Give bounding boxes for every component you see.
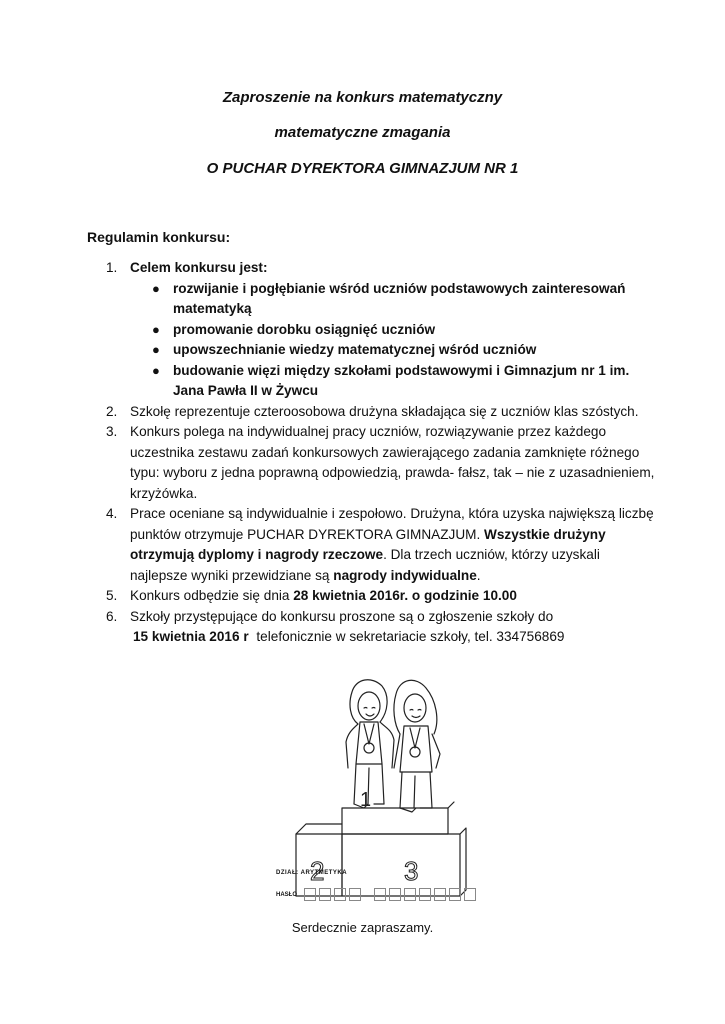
rules-heading: Regulamin konkursu: (87, 229, 231, 245)
item-number: 5. (106, 588, 118, 603)
password-box (434, 888, 446, 901)
list-item (0, 586, 725, 607)
password-box (319, 888, 331, 901)
list-item (0, 258, 725, 279)
password-box (334, 888, 346, 901)
item-text: Konkurs odbędzie się dnia (130, 588, 290, 603)
bullet-icon: ● (152, 342, 160, 357)
item-text: Szkoły przystępujące do konkursu proszone są o zgłoszenie szkoły do (130, 608, 554, 624)
password-box (404, 888, 416, 901)
item-number: 2. (106, 403, 118, 419)
item-number: 4. (106, 506, 118, 521)
bullet-icon: ● (152, 280, 160, 296)
bullet-item (0, 340, 725, 361)
password-label: HASŁO (276, 891, 297, 898)
item-text: Szkołę reprezentuje czteroosobowa drużyna składająca się z uczniów klas szóstych. (130, 403, 639, 419)
item-text: telefonicznie w sekretariacie szkoły, tel. 334756869 (256, 629, 565, 644)
bullet-text: upowszechnianie wiedzy matematycznej wśród uczniów (173, 342, 537, 357)
item-text: Konkurs polega na indywidualnej pracy uczniów, rozwiązywanie przez każdego uczestnika zestawu zadań konkursowych zawierającego zadania zamknięte różnego typu: wyboru z jedna poprawną odpowiedzią, prawda- fałsz, tak – nie z uzasadnieniem, krzyżówka. (130, 424, 655, 501)
item-text: . (476, 567, 481, 583)
item-bold-text: 15 kwietnia 2016 r (133, 629, 249, 644)
place-2-label: 2 (310, 856, 325, 886)
password-row (276, 888, 476, 901)
item-number: 6. (106, 608, 118, 624)
list-item (0, 402, 725, 423)
closing-line: Serdecznie zapraszamy. (291, 920, 434, 935)
item-number: 3. (106, 424, 118, 439)
place-1-label: 1 (360, 789, 372, 811)
place-3-label: 3 (404, 856, 419, 886)
list-item (0, 504, 725, 586)
item-number: 1. (106, 260, 118, 275)
goal-heading: Celem konkursu jest: (130, 260, 268, 275)
item-bold-text: 28 kwietnia 2016r. o godzinie 10.00 (293, 588, 517, 603)
bullet-text: promowanie dorobku osiągnięć uczniów (173, 321, 436, 337)
password-box (374, 888, 386, 901)
girl-figure-right (394, 680, 440, 812)
password-box (464, 888, 476, 901)
item-bold-text: nagrody indywidualne (333, 567, 477, 583)
password-box (419, 888, 431, 901)
category-label: DZIAŁ: ARYTMETYKA (276, 870, 348, 876)
password-box (349, 888, 361, 901)
bullet-text: rozwijanie i pogłębianie wśród uczniów podstawowych zainteresowań matematyką (173, 280, 626, 316)
bullet-item (0, 320, 725, 341)
contest-subtitle: matematyczne zmagania (274, 124, 451, 141)
list-item (0, 422, 725, 504)
cup-title: O PUCHAR DYREKTORA GIMNAZJUM NR 1 (206, 160, 519, 177)
password-box (304, 888, 316, 901)
item-bold-text: Wszystkie drużyny otrzymują dyplomy i nagrody rzeczowe (130, 526, 606, 562)
bullet-icon: ● (152, 362, 160, 378)
bullet-icon: ● (152, 321, 160, 337)
invitation-title: Zaproszenie na konkurs matematyczny (222, 89, 503, 106)
password-box (389, 888, 401, 901)
item-text: . Dla trzech uczniów, którzy uzyskali najlepsze wyniki przewidziane są (130, 547, 600, 583)
rules-list (0, 258, 725, 648)
bullet-item (0, 279, 725, 320)
password-box (449, 888, 461, 901)
item-text: Prace oceniane są indywidualnie i zespołowo. Drużyna, która uzyska największą liczbę punktów otrzymuje PUCHAR DYREKTORA GIMNAZJUM. (130, 506, 654, 542)
list-item (0, 607, 725, 648)
bullet-text: budowanie więzi między szkołami podstawowymi i Gimnazjum nr 1 im. Jana Pawła II w Żywcu (173, 362, 630, 398)
bullet-item (0, 361, 725, 402)
